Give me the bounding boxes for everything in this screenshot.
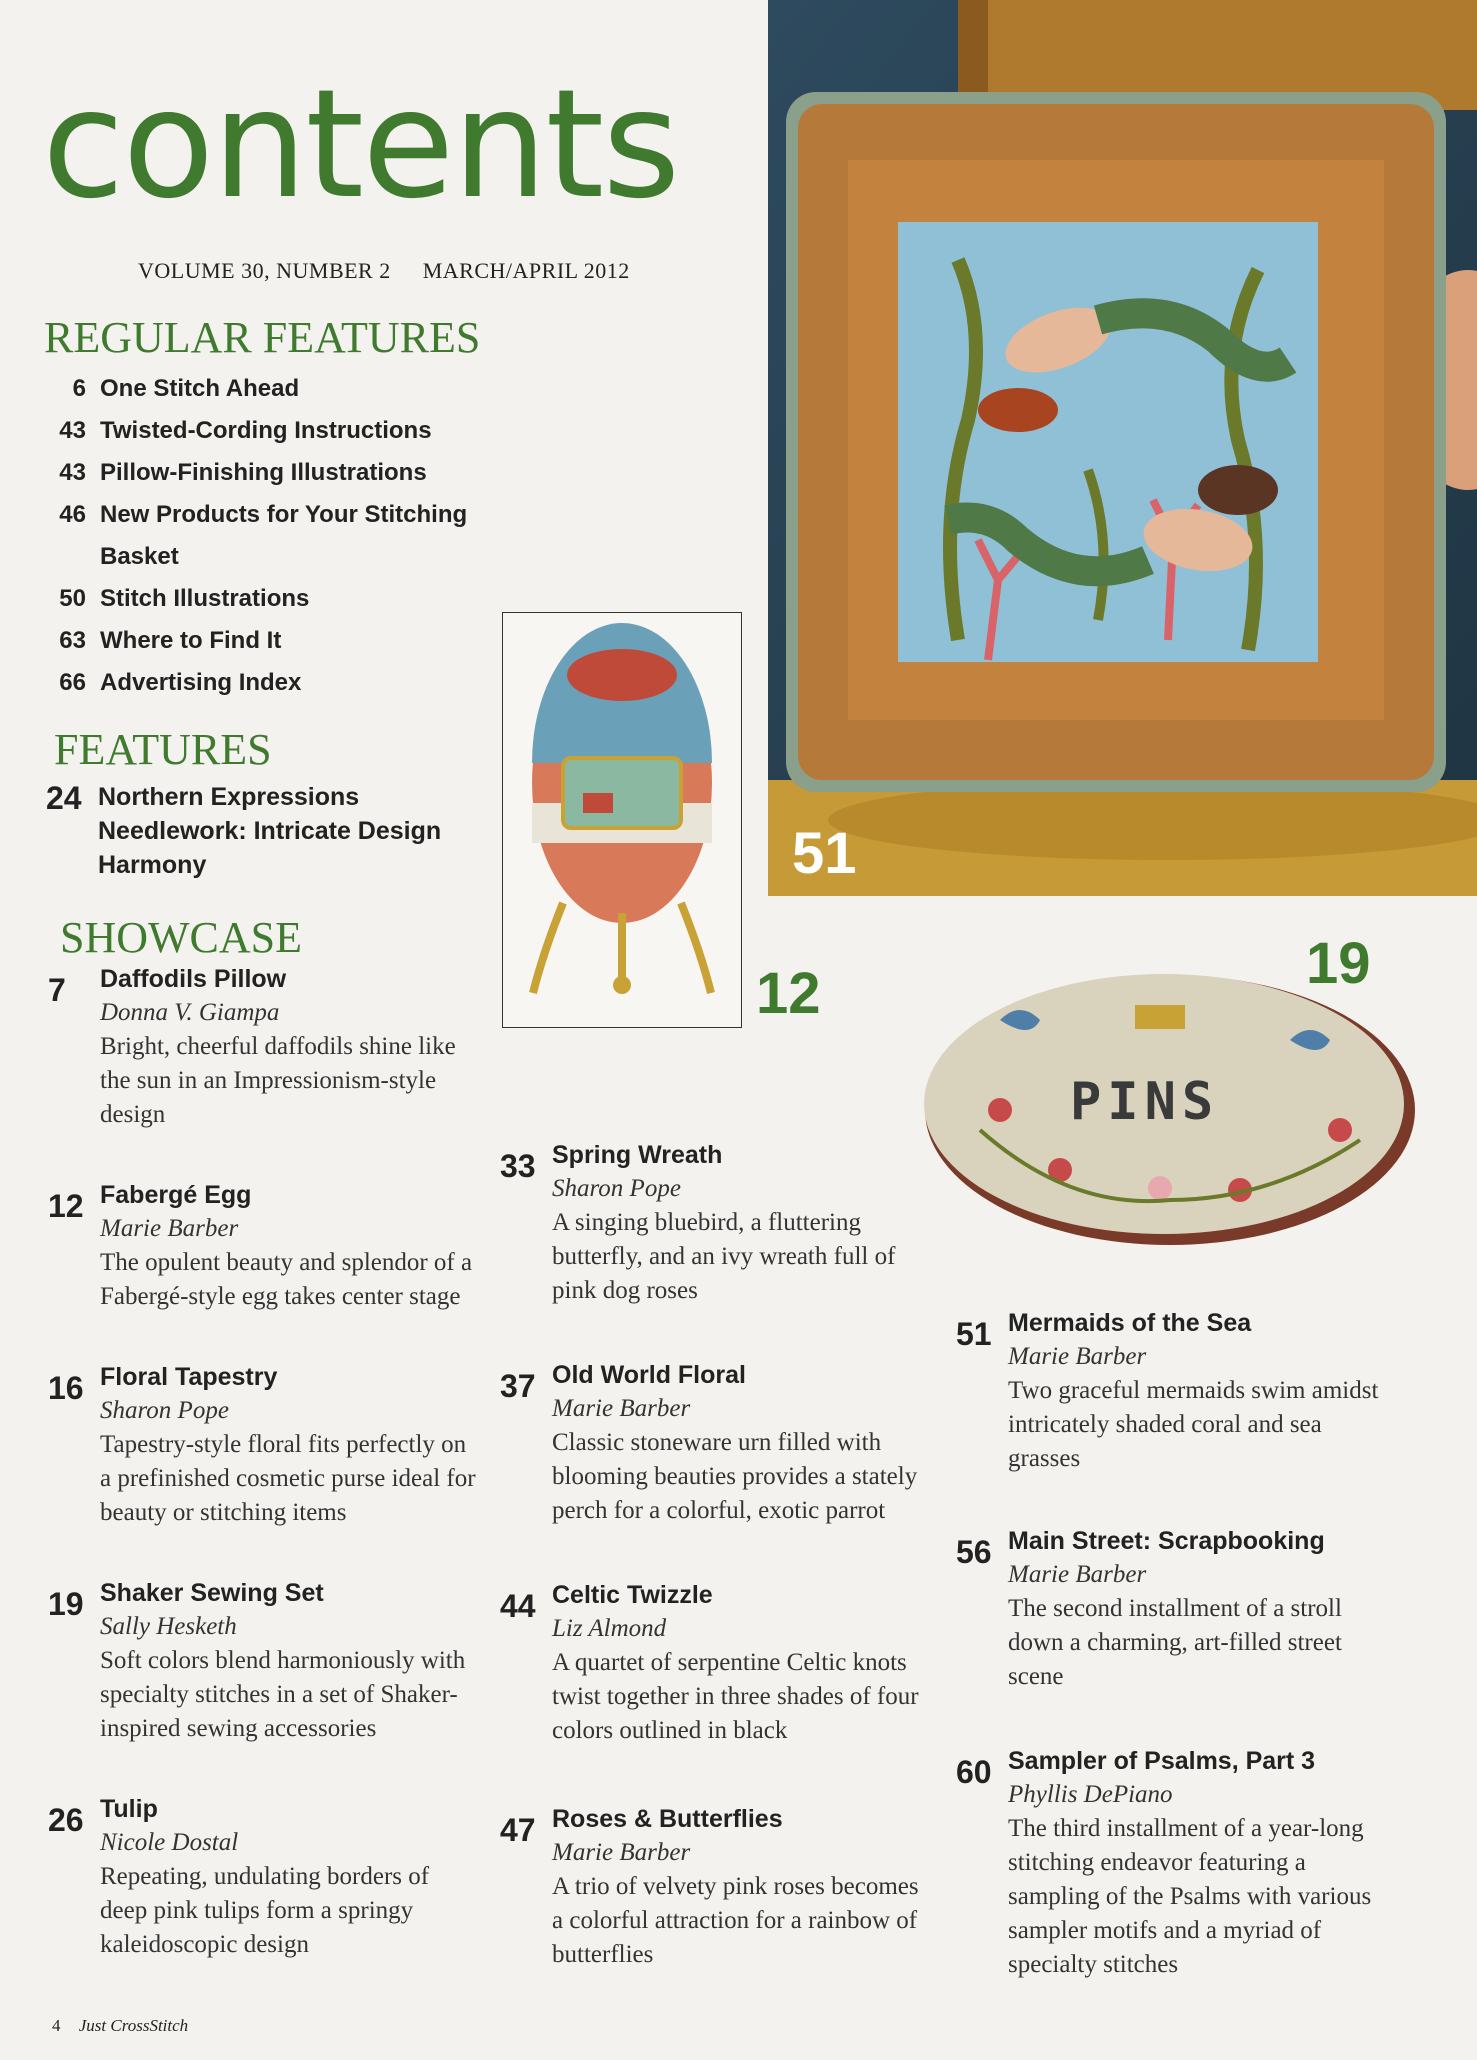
issue-info — [138, 258, 656, 284]
entry-author: Marie Barber — [552, 1395, 691, 1422]
entry-page-number: 50 — [59, 585, 86, 612]
entry-page-number: 43 — [59, 417, 86, 444]
regular-feature-item[interactable] — [48, 452, 478, 494]
egg-page-number: 12 — [756, 961, 821, 1026]
showcase-entry[interactable] — [48, 962, 478, 1132]
page-number: 4 — [52, 2016, 61, 2035]
entry-page-number: 63 — [59, 627, 86, 654]
mermaid-page-number: 51 — [792, 821, 857, 886]
entry-author: Sharon Pope — [552, 1175, 681, 1202]
pins-pincushion-photo — [920, 960, 1420, 1260]
entry-author: Nicole Dostal — [100, 1829, 239, 1856]
entry-description: Classic stoneware urn filled with blooming beauties provides a stately perch for a colorful, exotic parrot — [552, 1429, 918, 1524]
pins-page-number: 19 — [1306, 931, 1371, 996]
entry-page-number: 6 — [72, 375, 86, 402]
entry-page-number: 12 — [48, 1188, 84, 1224]
entry-page-number: 33 — [500, 1148, 536, 1184]
entry-description: Tapestry-style floral fits perfectly on a prefinished cosmetic purse ideal for beauty or stitching items — [100, 1431, 476, 1526]
entry-title: Where to Find It — [100, 627, 282, 654]
showcase-entry[interactable] — [48, 1792, 478, 1962]
showcase-entry[interactable] — [500, 1138, 930, 1308]
entry-page-number: 24 — [46, 780, 82, 816]
entry-page-number: 56 — [956, 1534, 992, 1570]
entry-page-number: 47 — [500, 1812, 536, 1848]
showcase-entry[interactable] — [956, 1744, 1386, 1982]
showcase-column-3 — [956, 1306, 1386, 1982]
entry-title: New Products for Your Stitching Basket — [100, 501, 468, 570]
entry-title: Spring Wreath — [552, 1141, 723, 1169]
magazine-name: Just CrossStitch — [78, 2016, 189, 2035]
entry-page-number: 60 — [956, 1754, 992, 1790]
regular-feature-item[interactable] — [48, 368, 478, 410]
entry-author: Marie Barber — [1008, 1343, 1147, 1370]
showcase-entry[interactable] — [500, 1578, 930, 1748]
regular-feature-item[interactable] — [48, 410, 478, 452]
showcase-entry[interactable] — [956, 1524, 1386, 1694]
entry-title: Stitch Illustrations — [100, 585, 310, 612]
entry-description: Repeating, undulating borders of deep pink tulips form a springy kaleidoscopic design — [100, 1863, 430, 1958]
entry-author: Marie Barber — [1008, 1561, 1147, 1588]
entry-author: Donna V. Giampa — [100, 999, 280, 1026]
entry-page-number: 46 — [59, 501, 86, 528]
entry-title: Shaker Sewing Set — [100, 1579, 324, 1607]
entry-page-number: 66 — [59, 669, 86, 696]
faberge-egg-photo — [502, 612, 742, 1028]
regular-feature-item[interactable] — [48, 662, 478, 704]
showcase-column-1 — [48, 962, 488, 1962]
regular-features-list — [48, 368, 478, 704]
entry-title: Mermaids of the Sea — [1008, 1309, 1252, 1337]
entry-description: A quartet of serpentine Celtic knots twist together in three shades of four colors outlined in black — [552, 1649, 919, 1744]
entry-author: Marie Barber — [552, 1839, 691, 1866]
entry-page-number: 51 — [956, 1316, 992, 1352]
regular-feature-item[interactable] — [48, 620, 478, 662]
entry-title: Daffodils Pillow — [100, 965, 287, 993]
entry-description: The third installment of a year-long stitching endeavor featuring a sampling of the Psalms with various sampler motifs and a myriad of specialty stitches — [1008, 1815, 1372, 1978]
entry-author: Phyllis DePiano — [1008, 1781, 1173, 1808]
showcase-entry[interactable] — [500, 1358, 930, 1528]
entry-page-number: 7 — [48, 972, 66, 1008]
pins-text: PINS — [1070, 1072, 1220, 1132]
feature-entry[interactable] — [46, 780, 476, 882]
entry-title: Sampler of Psalms, Part 3 — [1008, 1747, 1316, 1775]
entry-title: Roses & Butterflies — [552, 1805, 783, 1833]
entry-title: Floral Tapestry — [100, 1363, 278, 1391]
entry-title: Fabergé Egg — [100, 1181, 252, 1209]
entry-title: Old World Floral — [552, 1361, 746, 1389]
regular-feature-item[interactable] — [48, 578, 478, 620]
entry-description: The second installment of a stroll down a charming, art-filled street scene — [1008, 1595, 1342, 1690]
page-footer — [52, 2016, 188, 2036]
showcase-entry[interactable] — [48, 1576, 478, 1746]
regular-feature-item[interactable] — [48, 494, 478, 578]
mermaid-pillow-photo — [768, 0, 1477, 896]
entry-description: The opulent beauty and splendor of a Fabergé-style egg takes center stage — [100, 1249, 473, 1310]
entry-title: One Stitch Ahead — [100, 375, 300, 402]
entry-description: Bright, cheerful daffodils shine like the sun in an Impressionism-style design — [100, 1033, 456, 1128]
entry-description: A trio of velvety pink roses becomes a colorful attraction for a rainbow of butterflies — [552, 1873, 919, 1968]
regular-features-heading: REGULAR FEATURES — [44, 313, 481, 362]
entry-title: Twisted-Cording Instructions — [100, 417, 432, 444]
entry-page-number: 19 — [48, 1586, 84, 1622]
showcase-entry[interactable] — [48, 1360, 478, 1530]
entry-author: Marie Barber — [100, 1215, 239, 1242]
entry-title: Main Street: Scrapbooking — [1008, 1527, 1325, 1555]
entry-page-number: 26 — [48, 1802, 84, 1838]
page-title: contents — [42, 58, 679, 232]
entry-description: Two graceful mermaids swim amidst intricately shaded coral and sea grasses — [1008, 1377, 1379, 1472]
entry-title: Northern Expressions Needlework: Intricate Design Harmony — [98, 783, 442, 879]
entry-title: Advertising Index — [100, 669, 302, 696]
volume-number: VOLUME 30, NUMBER 2 — [138, 258, 391, 283]
entry-title: Celtic Twizzle — [552, 1581, 713, 1609]
issue-date: MARCH/APRIL 2012 — [422, 258, 630, 283]
entry-author: Sally Hesketh — [100, 1613, 237, 1640]
features-list — [46, 780, 476, 882]
entry-page-number: 37 — [500, 1368, 536, 1404]
entry-author: Liz Almond — [552, 1615, 667, 1642]
entry-page-number: 44 — [500, 1588, 536, 1624]
entry-author: Sharon Pope — [100, 1397, 229, 1424]
showcase-heading: SHOWCASE — [60, 913, 303, 962]
showcase-entry[interactable] — [48, 1178, 478, 1314]
entry-title: Pillow-Finishing Illustrations — [100, 459, 427, 486]
showcase-entry[interactable] — [956, 1306, 1386, 1476]
showcase-column-2 — [500, 1138, 930, 1972]
entry-description: A singing bluebird, a fluttering butterfly, and an ivy wreath full of pink dog roses — [552, 1209, 896, 1304]
entry-page-number: 16 — [48, 1370, 84, 1406]
entry-description: Soft colors blend harmoniously with specialty stitches in a set of Shaker-inspired sewing accessories — [100, 1647, 466, 1742]
features-heading: FEATURES — [54, 725, 272, 774]
entry-title: Tulip — [100, 1795, 158, 1823]
entry-page-number: 43 — [59, 459, 86, 486]
showcase-entry[interactable] — [500, 1802, 930, 1972]
